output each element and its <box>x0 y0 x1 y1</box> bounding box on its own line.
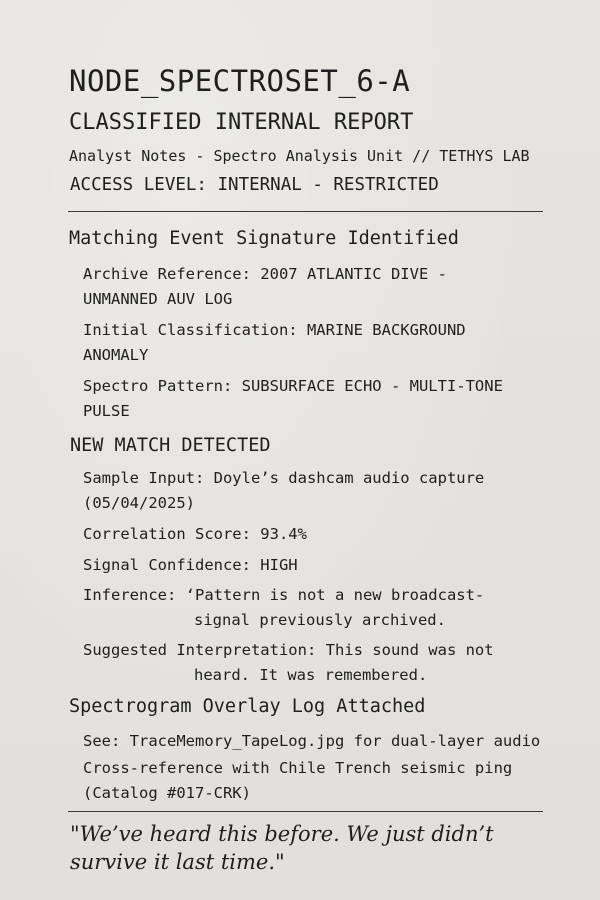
section-heading-overlay-log: Spectrogram Overlay Log Attached <box>69 696 426 717</box>
handwritten-quote <box>70 820 494 876</box>
initial-classification <box>83 318 543 368</box>
report-title: NODE_SPECTROSET_6-A <box>69 64 411 98</box>
cross-reference <box>83 756 543 806</box>
cross-reference-line-2: (Catalog #017-CRK) <box>83 784 251 802</box>
interpretation-line-1: Suggested Interpretation: This sound was not <box>83 641 494 659</box>
initial-classification-line-2: ANOMALY <box>83 346 149 364</box>
access-level: ACCESS LEVEL: INTERNAL - RESTRICTED <box>70 175 439 195</box>
inference-line-2: signal previously archived. <box>194 611 446 629</box>
top-divider <box>68 211 543 212</box>
archive-reference <box>83 262 543 312</box>
signal-confidence-text: Signal Confidence: HIGH <box>83 556 298 574</box>
see-attachment-text: See: TraceMemory_TapeLog.jpg for dual-layer audio <box>83 732 541 750</box>
bottom-divider <box>68 811 543 812</box>
section-heading-new-match: NEW MATCH DETECTED <box>70 435 271 456</box>
see-attachment <box>83 729 543 754</box>
spectro-pattern-line-2: PULSE <box>83 402 130 420</box>
inference-line-1: Inference: ‘Pattern is not a new broadcast- <box>83 586 485 604</box>
section-heading-matching-event: Matching Event Signature Identified <box>69 228 459 249</box>
sample-input <box>83 466 543 516</box>
quote-line-2: survive it last time." <box>70 850 285 874</box>
correlation-score-text: Correlation Score: 93.4% <box>83 525 307 543</box>
archive-reference-line-1: Archive Reference: 2007 ATLANTIC DIVE - <box>83 265 447 283</box>
spectro-pattern <box>83 374 543 424</box>
report-subtitle: CLASSIFIED INTERNAL REPORT <box>69 110 414 135</box>
sample-input-line-2: (05/04/2025) <box>83 494 195 512</box>
suggested-interpretation <box>83 638 543 688</box>
quote-line-1: "We’ve heard this before. We just didn’t <box>70 822 494 846</box>
signal-confidence <box>83 553 543 578</box>
cross-reference-line-1: Cross-reference with Chile Trench seismic ping <box>83 759 513 777</box>
spectro-pattern-line-1: Spectro Pattern: SUBSURFACE ECHO - MULTI-TONE <box>83 377 503 395</box>
initial-classification-line-1: Initial Classification: MARINE BACKGROUND <box>83 321 466 339</box>
correlation-score <box>83 522 543 547</box>
analyst-notes-line: Analyst Notes - Spectro Analysis Unit // TETHYS LAB <box>69 147 530 165</box>
sample-input-line-1: Sample Input: Doyle’s dashcam audio capture <box>83 469 485 487</box>
archive-reference-line-2: UNMANNED AUV LOG <box>83 290 233 308</box>
inference <box>83 583 543 633</box>
interpretation-line-2: heard. It was remembered. <box>194 666 428 684</box>
